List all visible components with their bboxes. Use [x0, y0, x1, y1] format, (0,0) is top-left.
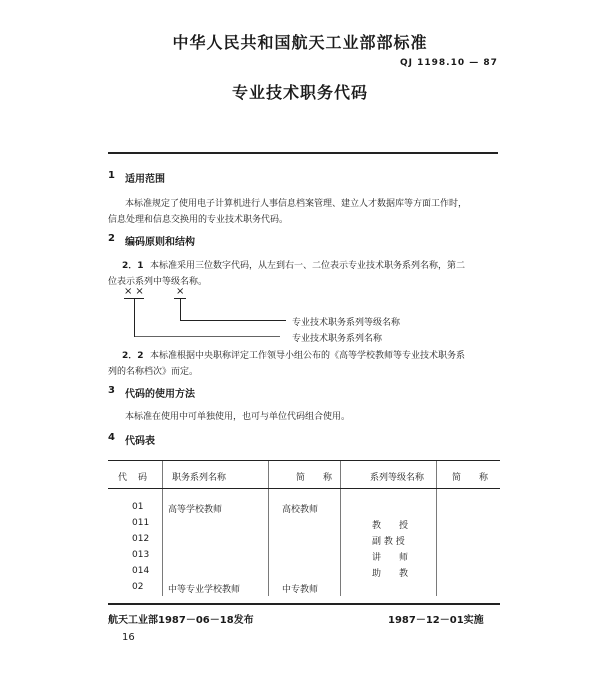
section-1-text-line1: 本标准规定了使用电子计算机进行人事信息档案管理、建立人才数据库等方面工作时， [125, 199, 468, 209]
table-header-grade-name: 系列等级名称 [370, 473, 425, 483]
clause-2-1-text-line1: 本标准采用三位数字代码，从左到右一、二位表示专业技术职务系列名称，第二 [150, 261, 466, 271]
diagram-leader-grade [180, 320, 286, 321]
footer-effective: 1987－12－01实施 [388, 615, 484, 626]
table-header-series-name: 职务系列名称 [172, 473, 227, 483]
diagram-leader-series [134, 336, 280, 337]
clause-2-2-text-line1: 本标准根据中央职称评定工作领导小组公布的《高等学校教师等专业技术职务系 [150, 351, 466, 361]
section-3-number: 3 [108, 385, 115, 396]
section-2-title: 编码原则和结构 [125, 237, 195, 248]
table-top-rule [108, 460, 500, 461]
diagram-connector-series [134, 299, 135, 337]
table-row-abbr: 高校教师 [282, 505, 319, 515]
table-header-abbr: 简 称 [296, 473, 333, 483]
clause-2-1-number: 2．1 [122, 261, 144, 271]
clause-2-1-text-line2: 位表示系列中等级名称。 [108, 277, 208, 287]
table-row-grade: 助 教 [372, 569, 409, 579]
table-row-code: 012 [132, 534, 150, 544]
diagram-marks-series: ×× [124, 286, 147, 297]
footer-rule [108, 603, 500, 605]
section-1-title: 适用范围 [125, 174, 165, 185]
section-2-number: 2 [108, 233, 115, 244]
diagram-label-series: 专业技术职务系列名称 [292, 334, 383, 344]
table-col-divider [268, 461, 269, 596]
table-row-code: 013 [132, 550, 150, 560]
section-3-text: 本标准在使用中可单独使用，也可与单位代码组合使用。 [125, 412, 351, 422]
table-col-divider [436, 461, 437, 596]
org-title: 中华人民共和国航天工业部部标准 [172, 33, 428, 52]
table-row-grade: 教 授 [372, 521, 409, 531]
table-row-series: 中等专业学校教师 [168, 585, 241, 595]
table-row-abbr: 中专教师 [282, 585, 319, 595]
section-4-number: 4 [108, 432, 115, 443]
section-1-number: 1 [108, 170, 115, 181]
table-row-grade: 副 教 授 [372, 537, 405, 547]
table-row-code: 01 [132, 502, 144, 512]
table-col-divider [340, 461, 341, 596]
table-row-grade: 讲 师 [372, 553, 409, 563]
table-row-series: 高等学校教师 [168, 505, 223, 515]
page-number: 16 [122, 632, 135, 643]
table-row-code: 014 [132, 566, 150, 576]
diagram-mark-grade: × [176, 286, 185, 297]
table-col-divider [162, 461, 163, 596]
header-rule [108, 152, 498, 154]
clause-2-2-number: 2．2 [122, 351, 144, 361]
footer-issued: 航天工业部1987－06－18发布 [108, 615, 254, 626]
clause-2-2-text-line2: 列的名称档次》而定。 [108, 367, 199, 377]
section-1-text-line2: 信息处理和信息交换用的专业技术职务代码。 [108, 215, 289, 225]
table-row-code: 011 [132, 518, 150, 528]
diagram-connector-grade [180, 299, 181, 321]
table-header-rule [108, 488, 500, 489]
section-4-title: 代码表 [125, 436, 155, 447]
diagram-label-grade: 专业技术职务系列等级名称 [292, 318, 401, 328]
table-header-abbr-2: 简 称 [452, 473, 489, 483]
section-3-title: 代码的使用方法 [125, 389, 195, 400]
document-title: 专业技术职务代码 [231, 83, 368, 102]
table-header-code: 代 码 [118, 473, 149, 483]
table-row-code: 02 [132, 582, 144, 592]
standard-number: QJ 1198.10 — 87 [400, 58, 498, 68]
